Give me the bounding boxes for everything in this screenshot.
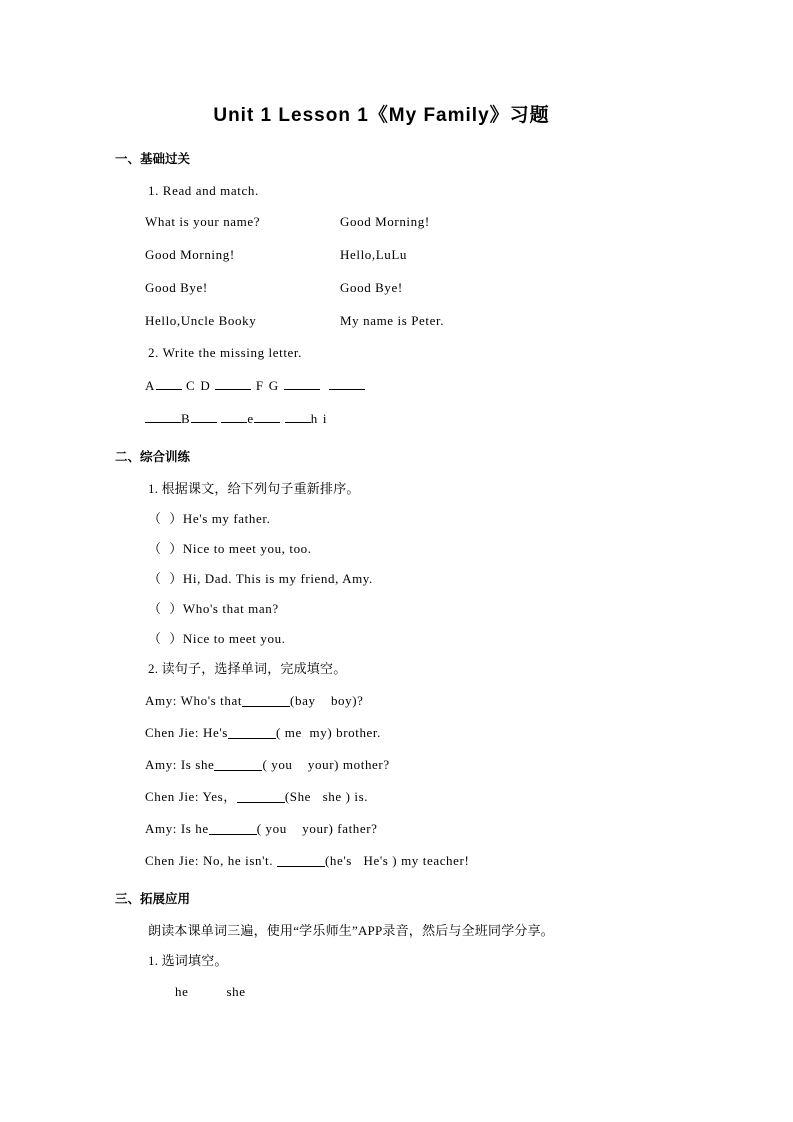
fill-item-suffix: (he's He's ) my teacher! [324, 853, 470, 868]
fill-item-prefix: Chen Jie: No, he isn't. [145, 853, 277, 868]
letters-line-1 [145, 376, 793, 392]
letter-blank[interactable] [329, 376, 365, 390]
letter-group-b: e [247, 411, 255, 426]
match-row [145, 280, 793, 296]
order-item[interactable]: （ ）Who's that man? [148, 601, 279, 616]
order-item[interactable]: （ ）Hi, Dad. This is my friend, Amy. [148, 571, 373, 586]
letter-blank[interactable] [145, 409, 181, 423]
fill-item-suffix: (bay boy)? [290, 693, 364, 708]
letter-blank[interactable] [284, 376, 320, 390]
fill-item [145, 852, 793, 867]
letter-group-a: A [145, 378, 156, 393]
match-left-item: Good Morning! [145, 247, 235, 262]
fill-item-suffix: ( me my) brother. [275, 725, 381, 740]
exercise-label-2-2: 2. 读句子，选择单词，完成填空。 [148, 661, 347, 676]
word-bank-item: he [175, 984, 189, 999]
letters-line-2 [145, 409, 793, 425]
fill-blank[interactable] [209, 820, 257, 835]
match-row [145, 214, 793, 230]
fill-blank[interactable] [237, 788, 285, 803]
match-right-item: Hello,LuLu [340, 247, 408, 262]
fill-blank[interactable] [277, 852, 325, 867]
fill-item [145, 756, 793, 771]
fill-item-prefix: Amy: Who's that [145, 693, 243, 708]
match-left-item: Hello,Uncle Booky [145, 313, 257, 328]
section-heading-3: 三、拓展应用 [115, 892, 191, 906]
order-item[interactable]: （ ）Nice to meet you, too. [148, 541, 312, 556]
letter-blank[interactable] [156, 376, 182, 390]
match-right-item: Good Bye! [340, 280, 403, 295]
exercise-label-3-1: 1. 选词填空。 [148, 953, 228, 968]
fill-item [145, 692, 793, 707]
fill-item-prefix: Chen Jie: He's [145, 725, 228, 740]
fill-item-suffix: ( you your) father? [256, 821, 378, 836]
fill-item-suffix: (She she ) is. [284, 789, 369, 804]
fill-item-prefix: Amy: Is he [145, 821, 209, 836]
fill-item-suffix: ( you your) mother? [262, 757, 390, 772]
letter-blank[interactable] [215, 376, 251, 390]
fill-blank[interactable] [214, 756, 262, 771]
letter-group-b: C D [186, 378, 211, 393]
order-item[interactable]: （ ）Nice to meet you. [148, 631, 286, 646]
fill-blank[interactable] [228, 724, 276, 739]
section-heading-1: 一、基础过关 [115, 152, 191, 166]
fill-item [145, 788, 793, 803]
letter-group-a: B [181, 411, 191, 426]
match-left-item: Good Bye! [145, 280, 208, 295]
exercise-label-1-2: 2. Write the missing letter. [148, 345, 302, 360]
letter-blank[interactable] [221, 409, 247, 423]
fill-item-prefix: Chen Jie: Yes， [145, 789, 237, 804]
letter-blank[interactable] [285, 409, 311, 423]
letter-blank[interactable] [254, 409, 280, 423]
match-right-item: My name is Peter. [340, 313, 445, 328]
page-title: Unit 1 Lesson 1《My Family》习题 [213, 105, 550, 126]
fill-item [145, 820, 793, 835]
exercise-label-1-1: 1. Read and match. [148, 183, 259, 198]
match-right-item: Good Morning! [340, 214, 430, 229]
fill-item [145, 724, 793, 739]
fill-blank[interactable] [242, 692, 290, 707]
match-left-item: What is your name? [145, 214, 261, 229]
match-row [145, 247, 793, 263]
letter-group-c: h i [310, 411, 328, 426]
fill-item-prefix: Amy: Is she [145, 757, 215, 772]
letter-blank[interactable] [191, 409, 217, 423]
section-3-intro: 朗读本课单词三遍，使用“学乐师生”APP录音，然后与全班同学分享。 [148, 923, 554, 938]
order-item[interactable]: （ ）He's my father. [148, 511, 271, 526]
word-bank-item: she [226, 984, 246, 999]
match-row [145, 313, 793, 329]
word-bank [175, 984, 793, 1000]
section-heading-2: 二、综合训练 [115, 450, 191, 464]
letter-group-c: F G [255, 378, 280, 393]
exercise-label-2-1: 1. 根据课文，给下列句子重新排序。 [148, 481, 360, 496]
